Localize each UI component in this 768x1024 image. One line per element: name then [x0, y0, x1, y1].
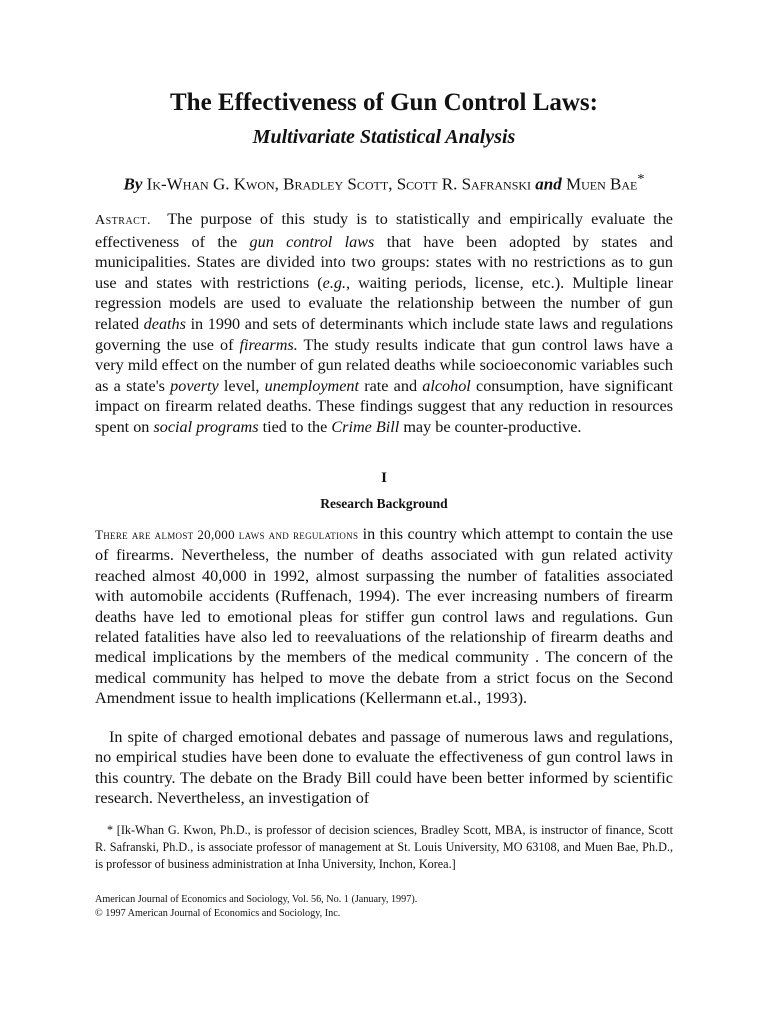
byline-by: By	[123, 174, 143, 194]
abstract-text: The study results indicate that gun control laws have a very mild effect on the number of gun related deaths while socioeconomic variables such as a state's	[95, 335, 673, 395]
section-number: I	[381, 470, 387, 486]
abstract-emphasis: gun control laws	[249, 232, 375, 251]
journal-citation	[95, 893, 673, 921]
paragraph-text: in this country which attempt to contain the use of firearms. Nevertheless, the number of deaths associated with gun related activity reached almost 40,000 in 1992, almost surpassing the number of fatalities associated with automobile accidents (Ruffenach, 1994). The ever increasing numbers of firearm deaths have led to emotional pleas for stiffer gun control laws and regulations. Gun related fatalities have also led to reevaluations of the relationship of firearm deaths and medical implications by the members of the medical community . The concern of the medical community has helped to move the debate from a strict focus on the Second Amendment issue to health implications (Kellermann et.al., 1993).	[95, 525, 673, 708]
abstract-text: consumption, have significant impact on firearm related deaths. These findings suggest that any reduction in resources spent on	[95, 376, 673, 436]
byline-authors-2: Muen Bae	[566, 174, 638, 194]
abstract-text: waiting periods, license, etc.). Multiple linear regression models are used to evaluate the relationship between the number of gun related	[95, 273, 674, 333]
abstract-text: that have been adopted by states and municipalities. States are divided into two groups: states with no restrictions as to gun use and states with restrictions (	[95, 232, 673, 292]
abstract-label: Astract.	[95, 213, 151, 228]
abstract-emphasis: social programs	[153, 417, 259, 436]
author-byline	[95, 168, 673, 196]
abstract-emphasis: deaths	[143, 314, 186, 333]
abstract	[95, 209, 673, 438]
abstract-emphasis: alcohol	[422, 376, 471, 395]
byline-authors-1: Ik-Whan G. Kwon, Bradley Scott, Scott R. Safranski	[146, 174, 532, 194]
abstract-emphasis: e.g.,	[322, 273, 351, 292]
body-paragraph-1	[95, 524, 673, 709]
abstract-text: tied to the	[258, 417, 332, 436]
section-title: Research Background	[320, 496, 448, 511]
abstract-emphasis: Crime Bill	[331, 417, 400, 436]
body-paragraph-2: In spite of charged emotional debates and passage of numerous laws and regulations, no empirical studies have been done to evaluate the effectiveness of gun control laws in this country. The debate on the Brady Bill could have been better informed by scientific research. Nevertheless, an investigation of	[95, 728, 673, 808]
abstract-emphasis: poverty	[170, 376, 219, 395]
copyright-line: © 1997 American Journal of Economics and Sociology, Inc.	[95, 908, 341, 919]
journal-citation-line: American Journal of Economics and Sociology, Vol. 56, No. 1 (January, 1997).	[95, 894, 418, 905]
abstract-emphasis: firearms.	[239, 335, 298, 354]
article-title: The Effectiveness of Gun Control Laws:	[169, 89, 598, 116]
paragraph-lead-in: There are almost 20,000 laws and regulations	[95, 527, 359, 542]
byline-and: and	[535, 174, 562, 194]
abstract-text: may be counter-productive.	[399, 417, 582, 436]
abstract-text: in 1990 and sets of determinants which include state laws and regulations governing the use of	[95, 314, 673, 354]
author-footnote: * [Ik-Whan G. Kwon, Ph.D., is professor of decision sciences, Bradley Scott, MBA, is instructor of finance, Scott R. Safranski, Ph.D., is associate professor of management at St. Louis University, MO 63108, and Muen Bae, Ph.D., is professor of business administration at Inha University, Inchon, Korea.]	[95, 823, 673, 871]
byline-footnote-mark: *	[637, 171, 645, 187]
abstract-text: level,	[218, 376, 265, 395]
abstract-text: The purpose of this study is to statistically and empirically evaluate the effectiveness of the	[95, 210, 673, 251]
abstract-emphasis: unemployment	[264, 376, 360, 395]
article-subtitle: Multivariate Statistical Analysis	[252, 126, 516, 148]
abstract-text: rate and	[359, 376, 423, 395]
